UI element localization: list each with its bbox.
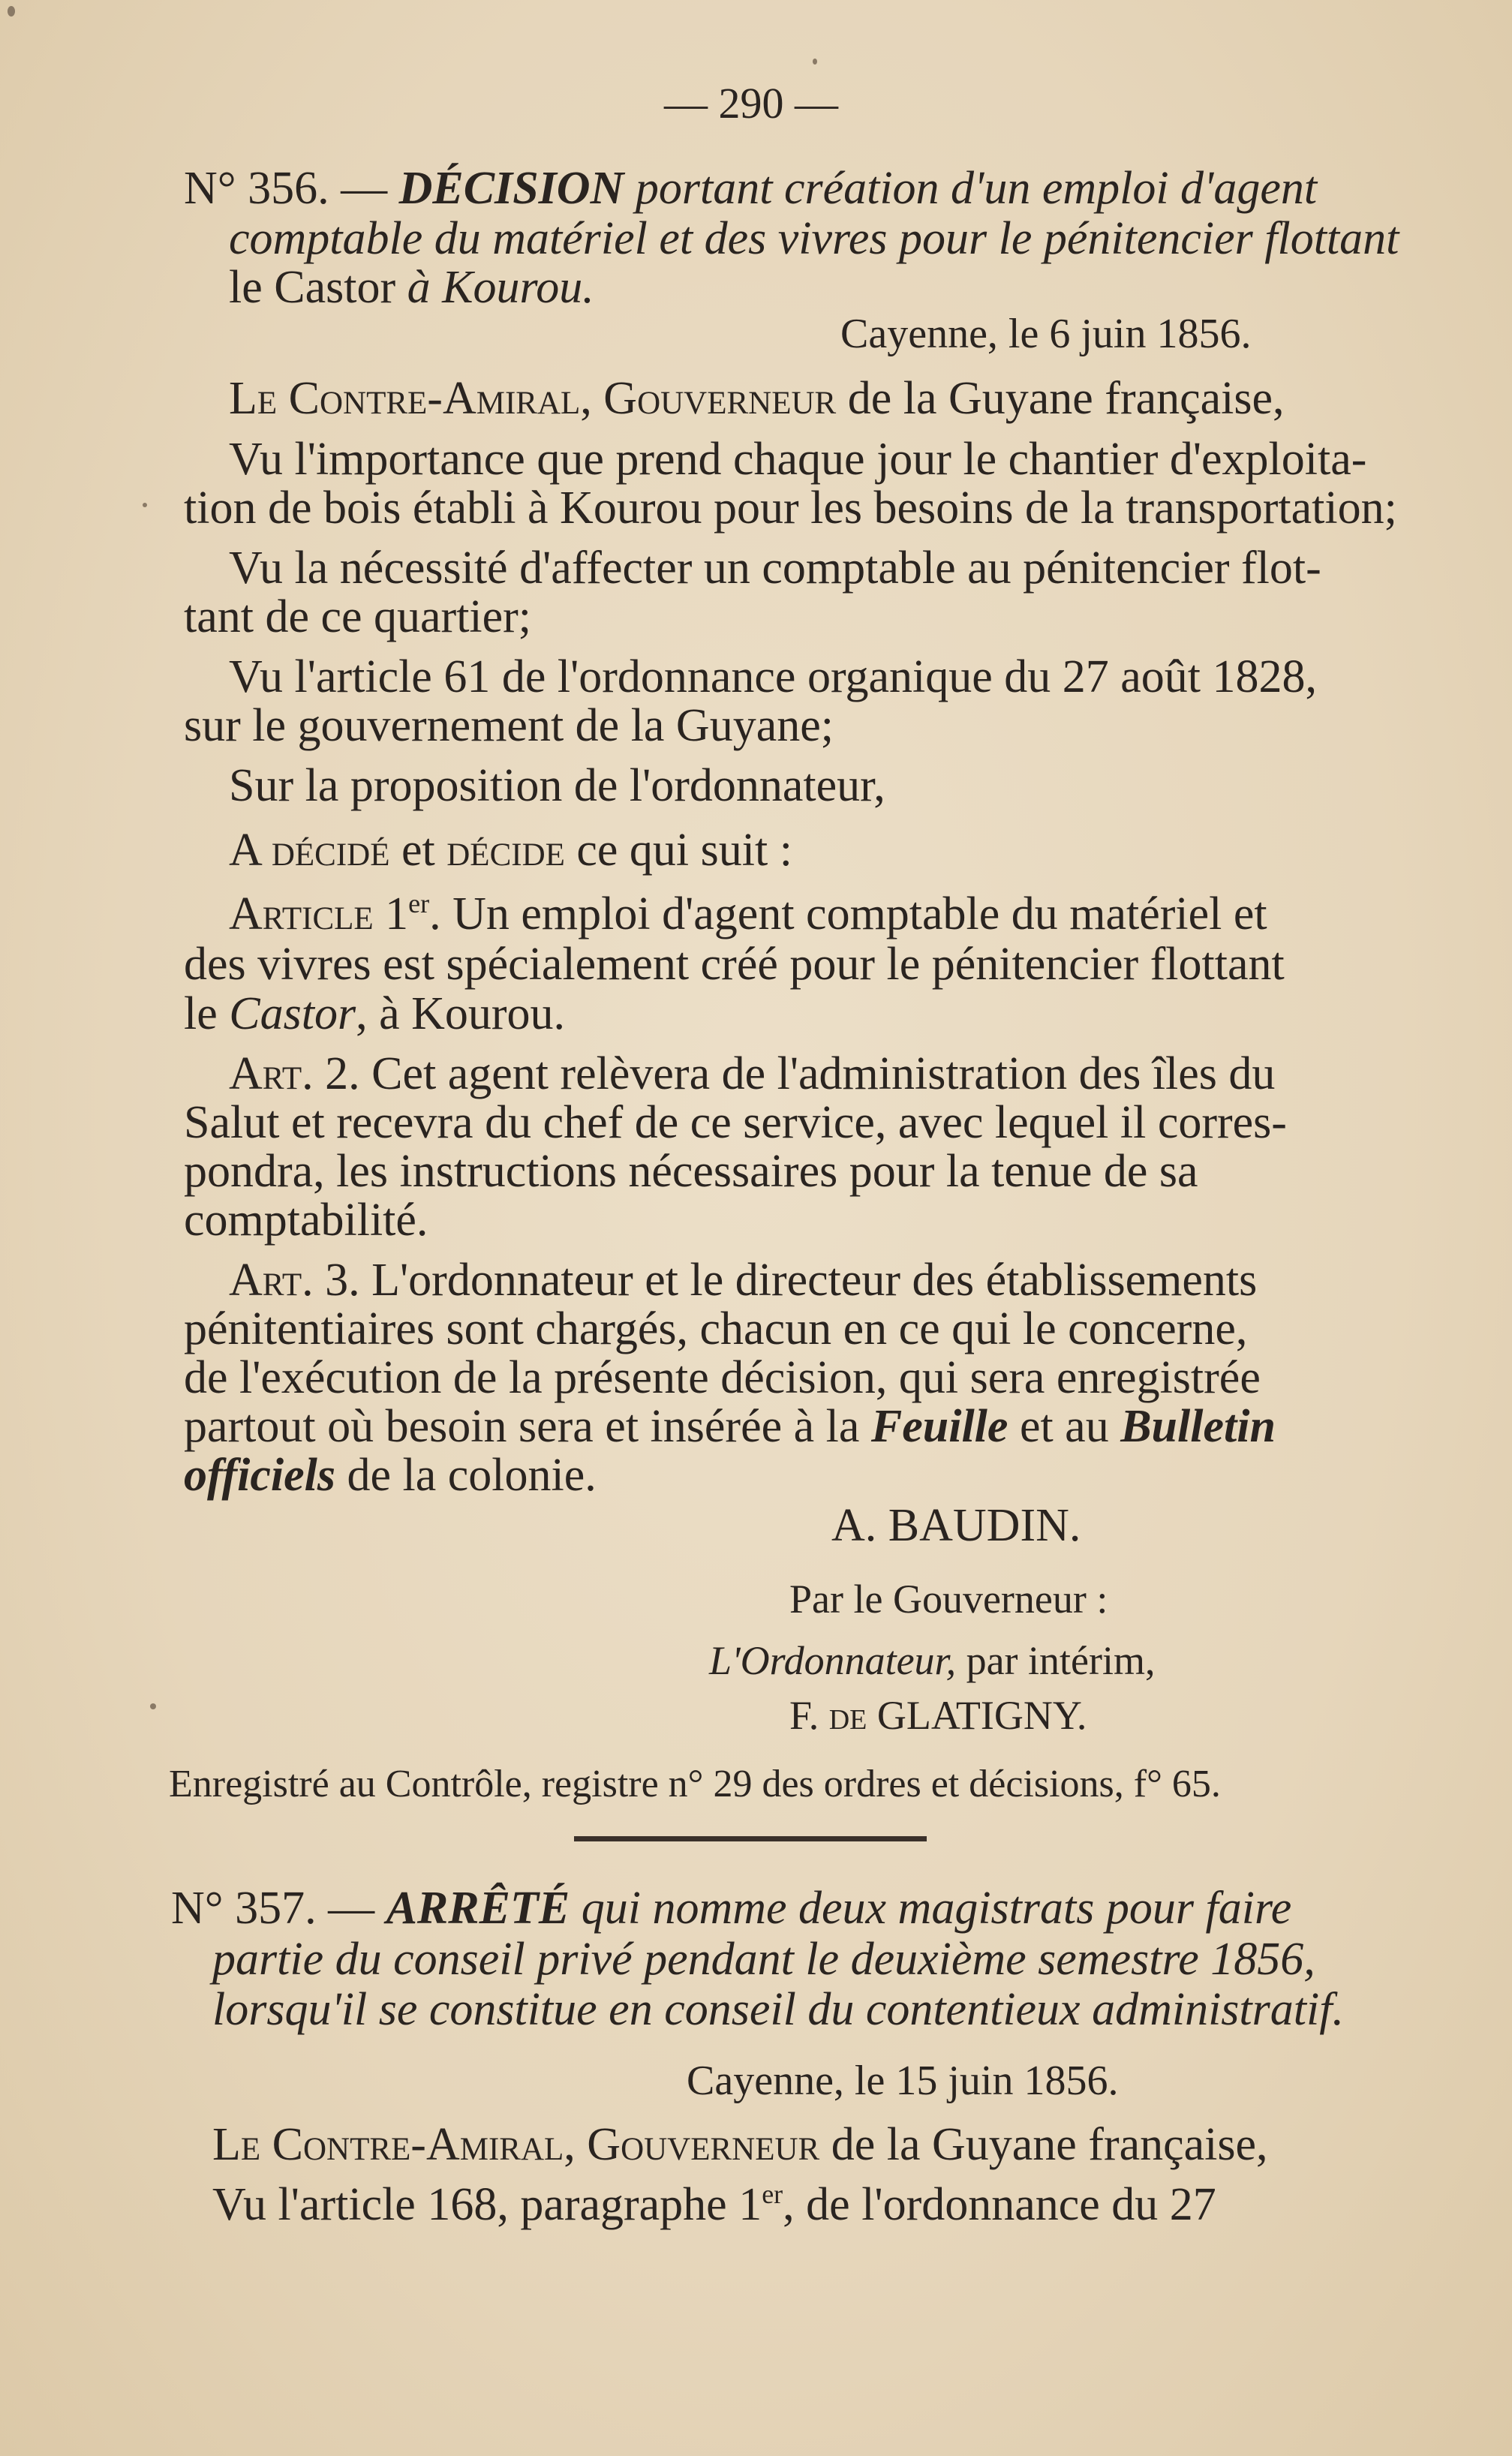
article-2-text: Cet agent relèvera de l'administration des îles du [359,1048,1276,1099]
article-3-text: L'ordonnateur et le directeur des établissements [359,1255,1258,1306]
article-1-line-3 [184,989,565,1039]
para-4: Sur la proposition de l'ordonnateur, [229,760,885,811]
decision-356-title-line-1 [184,164,1317,213]
arrete-heading-title: Le Contre-Amiral [212,2119,564,2170]
arrete-number: N° 357. — [171,1883,375,1934]
article-3-line-2: pénitentiaires sont chargés, chacun en ce qui le concerne, [184,1303,1248,1354]
decision-356-date: Cayenne, le 6 juin 1856. [840,311,1252,357]
heading-rest: de la Guyane française, [836,373,1285,424]
article-2-line-3: pondra, les instructions nécessaires pour la tenue de sa [184,1146,1198,1197]
name-particle: de [828,1693,867,1738]
article-1-label: Article 1 [229,888,409,939]
paper-speck [150,1703,156,1709]
art1-c-c: , à Kourou. [356,988,566,1039]
article-2-line-2: Salut et recevra du chef de ce service, avec lequel il corres- [184,1097,1287,1148]
heading-title: Le Contre-Amiral [229,373,581,424]
article-3-line-1 [229,1255,1257,1305]
arrete-357-heading [212,2120,1268,2169]
feuille-word: Feuille [870,1401,1009,1452]
page-number: — 290 — [664,79,838,128]
article-3-line-4 [184,1402,1276,1451]
arrete-para-b: , de l'ordonnance du 27 [783,2179,1216,2230]
paper-speck [813,59,817,65]
decide-line [229,825,792,875]
arrete-357-title-line-2: partie du conseil privé pendant le deuxième semestre 1856, [212,1934,1315,1985]
decision-356-title-line-3 [229,263,594,312]
article-2-line-1 [229,1049,1275,1099]
name-surname: GLATIGNY. [867,1693,1087,1738]
decision-356-heading [229,374,1285,423]
para-1-line-2: tion de bois établi à Kourou pour les besoins de la transportation; [184,482,1397,534]
arrete-heading-office: Gouverneur [587,2119,820,2170]
section-divider [574,1836,927,1841]
article-3-line-3: de l'exécution de la présente décision, qui sera enregistrée [184,1352,1261,1403]
art1-c-a: le [184,988,230,1039]
para-2-line-1: Vu la nécessité d'affecter un comptable au pénitencier flot- [229,543,1321,594]
article-1-line-2: des vivres est spécialement créé pour le pénitencier flottant [184,939,1285,990]
bulletin-word: Bulletin [1120,1401,1276,1452]
decide-rest: ce qui suit : [564,825,792,876]
paper-speck [143,503,147,507]
ordonnateur-title: L'Ordonnateur, [709,1638,957,1683]
ordonnateur-interim: par intérim, [956,1638,1156,1683]
arrete-para-a: Vu l'article 168, paragraphe 1 [212,2179,762,2230]
ship-name: le Castor [229,262,396,313]
article-2-label: Art. 2. [229,1048,360,1099]
heading-office: Gouverneur [603,373,837,424]
art3-d-a: partout où besoin sera et insérée à la [184,1401,871,1452]
article-2-line-4: comptabilité. [184,1195,428,1246]
arrete-para-sup: er [762,2179,783,2209]
ordonnateur-line [709,1636,1156,1685]
arrete-title-word: ARRÊTÉ [386,1883,570,1934]
article-1-line-1 [229,889,1267,939]
arrete-heading-sep: , [564,2119,588,2170]
art3-d-c: et au [1008,1401,1121,1452]
ship-name-italic: Castor [229,988,356,1039]
decision-356-title-line-2: comptable du matériel et des vivres pour le pénitencier flottant [229,213,1399,264]
decide-and: et [389,825,447,876]
article-3-label: Art. 3. [229,1255,360,1306]
decision-title-text: portant création d'un emploi d'agent [635,163,1318,214]
decision-title-word: DÉCISION [398,163,624,214]
name-initial: F. [789,1693,829,1738]
heading-sep: , [580,373,604,424]
location: à Kourou. [407,262,594,313]
registration-note: Enregistré au Contrôle, registre n° 29 des ordres et décisions, f° 65. [169,1763,1221,1805]
article-1-text: . Un emploi d'agent comptable du matériel et [429,888,1267,939]
decide-word-1: décidé [271,825,390,876]
arrete-heading-rest: de la Guyane française, [819,2119,1268,2170]
para-2-line-2: tant de ce quartier; [184,591,532,642]
arrete-357-title-line-3: lorsqu'il se constitue en conseil du contentieux administratif. [212,1984,1344,2035]
decide-word-2: décide [446,825,565,876]
para-3-line-1: Vu l'article 61 de l'ordonnance organique du 27 août 1828, [229,651,1317,702]
par-le-gouverneur: Par le Gouverneur : [789,1577,1108,1622]
article-1-sup: er [408,888,430,918]
arrete-357-date: Cayenne, le 15 juin 1856. [687,2058,1119,2104]
article-3-line-5 [184,1450,597,1500]
arrete-357-title-line-1 [171,1883,1291,1933]
signature: A. BAUDIN. [831,1500,1081,1551]
officiels-word: officiels [184,1450,336,1501]
art3-e-b: de la colonie. [335,1450,597,1501]
para-3-line-2: sur le gouvernement de la Guyane; [184,700,834,751]
decide-a: A [229,825,272,876]
decision-number: N° 356. — [184,163,388,214]
para-1-line-1: Vu l'importance que prend chaque jour le chantier d'exploita- [229,434,1367,485]
arrete-357-para-1 [212,2180,1216,2229]
paper-speck [8,6,15,17]
ordonnateur-name [789,1691,1087,1740]
arrete-title-text: qui nomme deux magistrats pour faire [581,1883,1292,1934]
